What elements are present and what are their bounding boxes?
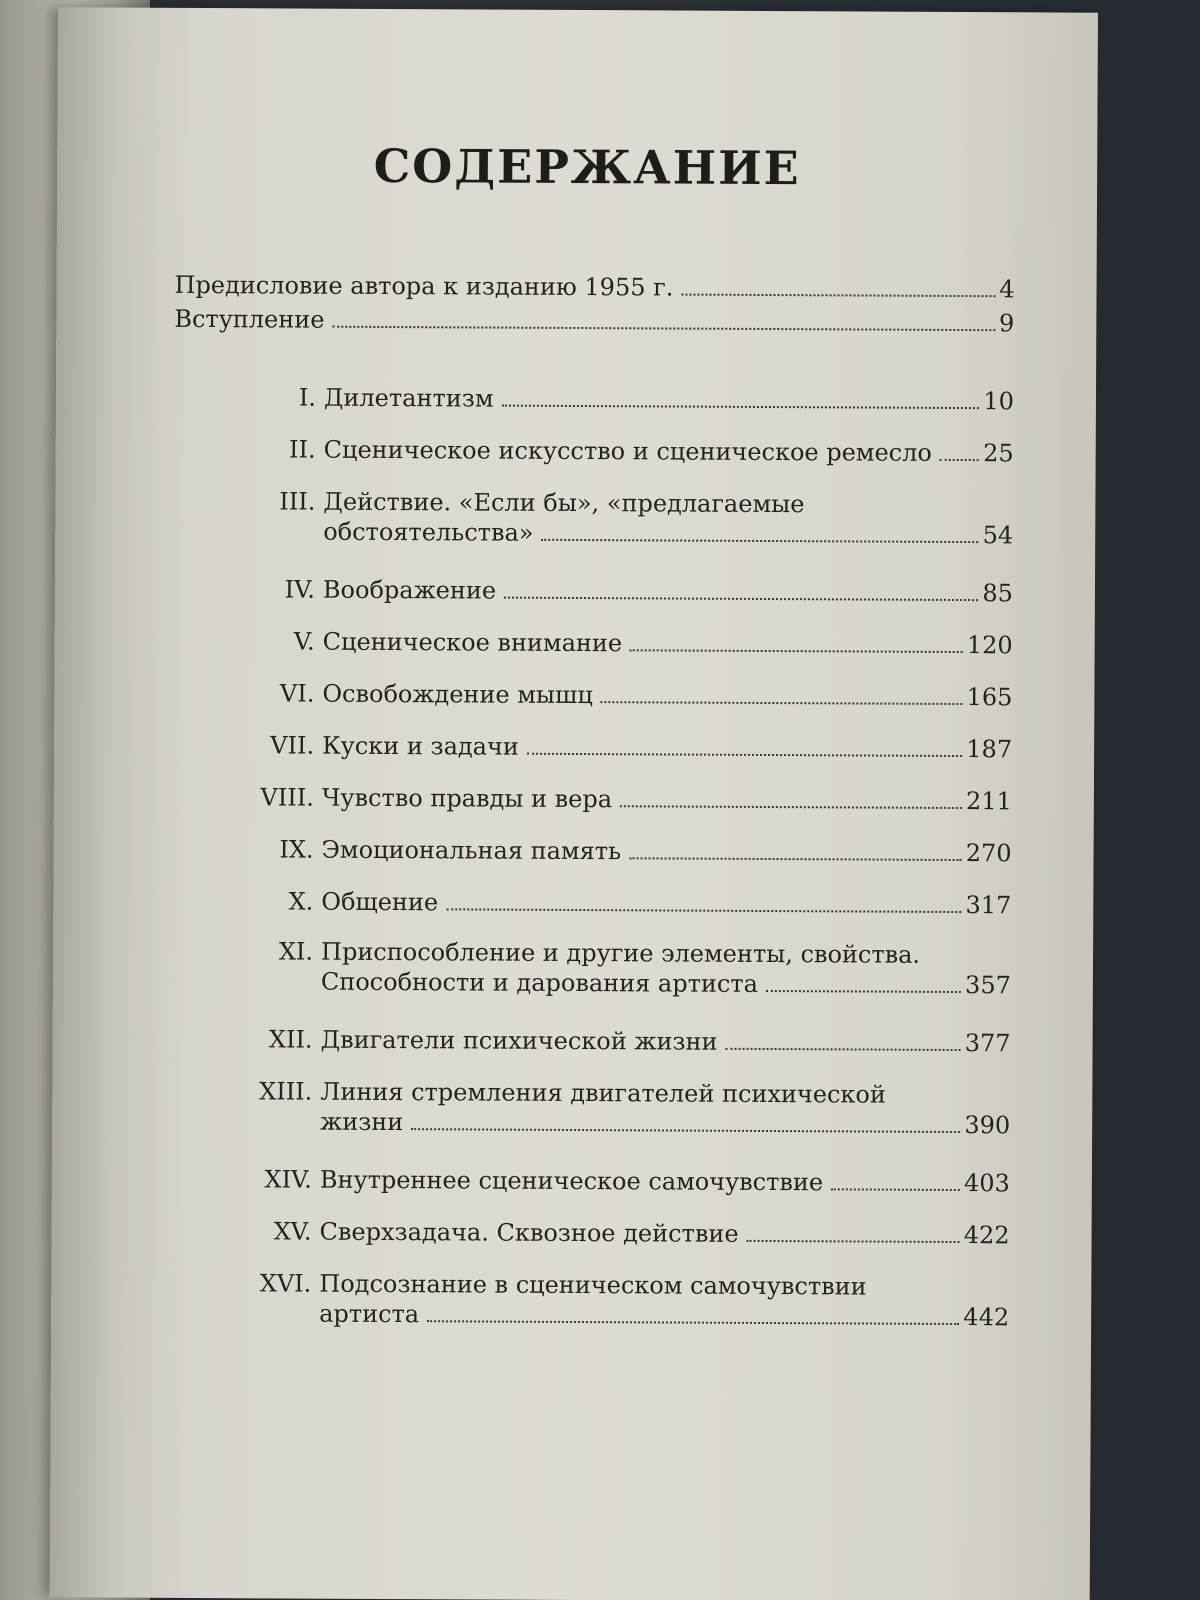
toc-entry-chapter <box>171 1024 1011 1058</box>
chapter-number: XIV. <box>264 1165 312 1194</box>
toc-entry-chapter <box>169 1268 1009 1332</box>
chapter-title: Общение <box>321 887 439 917</box>
chapter-page: 54 <box>982 521 1014 550</box>
toc-entry-chapter <box>173 574 1013 608</box>
chapter-title-cont: обстоятельства» <box>323 517 534 547</box>
chapter-number: XVI. <box>259 1269 312 1298</box>
chapter-page: 317 <box>965 891 1012 920</box>
chapter-number: IX. <box>279 835 314 864</box>
chapter-number: XIII. <box>259 1077 313 1106</box>
entry-page: 9 <box>999 309 1015 338</box>
page-title: СОДЕРЖАНИЕ <box>373 138 801 196</box>
chapter-title: Эмоциональная память <box>321 835 622 866</box>
dot-leader <box>940 459 979 461</box>
toc-entry-chapter <box>170 1076 1010 1140</box>
chapter-title: Чувство правды и вера <box>321 783 613 814</box>
dot-leader <box>629 857 962 861</box>
dot-leader <box>427 1320 959 1325</box>
chapter-page: 442 <box>963 1303 1010 1332</box>
toc-entry-chapter <box>171 936 1011 1000</box>
chapter-title: Действие. «Если бы», «предлагаемые <box>323 487 805 519</box>
chapter-title: Сценическое искусство и сценическое ремесло <box>323 435 932 467</box>
chapter-page: 120 <box>966 631 1013 660</box>
toc-entry-chapter <box>172 782 1012 816</box>
chapter-page: 165 <box>966 683 1013 712</box>
chapter-number: IV. <box>284 575 316 604</box>
chapter-page: 390 <box>964 1111 1011 1140</box>
toc-entry-chapter <box>174 382 1014 416</box>
chapter-number: XII. <box>268 1025 313 1054</box>
dot-leader <box>527 753 962 757</box>
dot-leader <box>620 805 962 809</box>
chapter-title: Дилетантизм <box>323 383 494 413</box>
chapter-page: 403 <box>963 1169 1010 1198</box>
chapter-title-cont: жизни <box>320 1107 404 1137</box>
chapter-page: 422 <box>963 1221 1010 1250</box>
chapter-page: 85 <box>982 579 1014 608</box>
toc-entry-chapter <box>172 678 1012 712</box>
dot-leader <box>726 1048 961 1051</box>
dot-leader <box>681 294 995 298</box>
chapter-title: Воображение <box>322 575 497 605</box>
chapter-title: Двигатели психической жизни <box>320 1025 718 1056</box>
dot-leader <box>541 539 978 543</box>
table-of-contents <box>174 270 1015 1332</box>
dot-leader <box>766 990 961 993</box>
dot-leader <box>411 1128 960 1133</box>
dot-leader <box>502 405 980 410</box>
chapter-number: III. <box>279 487 316 516</box>
toc-entry-chapter <box>173 626 1013 660</box>
chapter-page: 357 <box>965 971 1011 1000</box>
chapter-title: Внутреннее сценическое самочувствие <box>319 1165 824 1197</box>
dot-leader <box>601 701 963 705</box>
entry-title: Вступление <box>174 304 325 334</box>
chapter-title-cont: артиста <box>319 1299 420 1329</box>
chapter-number: XV. <box>273 1217 312 1246</box>
chapter-number: V. <box>293 627 315 656</box>
chapter-title: Подсознание в сценическом самочувствии <box>319 1269 867 1301</box>
toc-entry-chapter <box>174 434 1014 468</box>
entry-title: Предисловие автора к изданию 1955 г. <box>174 270 674 302</box>
toc-entry-preface <box>174 270 1014 304</box>
chapter-number: II. <box>289 435 316 464</box>
chapter-title: Линия стремления двигателей психической <box>320 1077 886 1109</box>
dot-leader <box>504 597 978 601</box>
dot-leader <box>831 1188 960 1191</box>
chapter-title: Сценическое внимание <box>322 627 623 658</box>
toc-entry-chapter <box>171 886 1011 920</box>
chapter-number: VI. <box>279 679 315 708</box>
chapter-number: XI. <box>278 937 314 966</box>
chapter-page: 270 <box>965 839 1012 868</box>
dot-leader <box>446 908 961 913</box>
toc-entry-chapter <box>170 1216 1010 1250</box>
book-page <box>50 7 1098 1600</box>
chapter-title: Куски и задачи <box>322 731 519 761</box>
chapter-title: Сверхзадача. Сквозное действие <box>319 1217 739 1248</box>
toc-entry-chapter <box>172 730 1012 764</box>
chapter-page: 377 <box>964 1029 1011 1058</box>
chapter-number: X. <box>288 887 314 916</box>
chapter-page: 187 <box>966 735 1013 764</box>
toc-entry-introduction <box>174 304 1014 338</box>
chapter-page: 10 <box>983 387 1015 416</box>
dot-leader <box>630 649 963 653</box>
toc-entry-chapter <box>172 834 1012 868</box>
toc-entry-chapter <box>173 486 1013 550</box>
dot-leader <box>332 326 995 331</box>
chapter-number: VIII. <box>260 783 314 812</box>
chapter-page: 25 <box>983 439 1014 468</box>
chapter-title: Приспособление и другие элементы, свойства. <box>320 937 921 969</box>
dot-leader <box>747 1240 960 1243</box>
chapter-number: VII. <box>270 731 315 760</box>
chapter-title-cont: Способности и дарования артиста <box>320 967 758 998</box>
entry-page: 4 <box>999 275 1015 304</box>
chapter-number: I. <box>298 383 317 412</box>
toc-entry-chapter <box>170 1164 1010 1198</box>
chapter-page: 211 <box>965 787 1012 816</box>
chapter-title: Освобождение мышц <box>322 679 593 710</box>
